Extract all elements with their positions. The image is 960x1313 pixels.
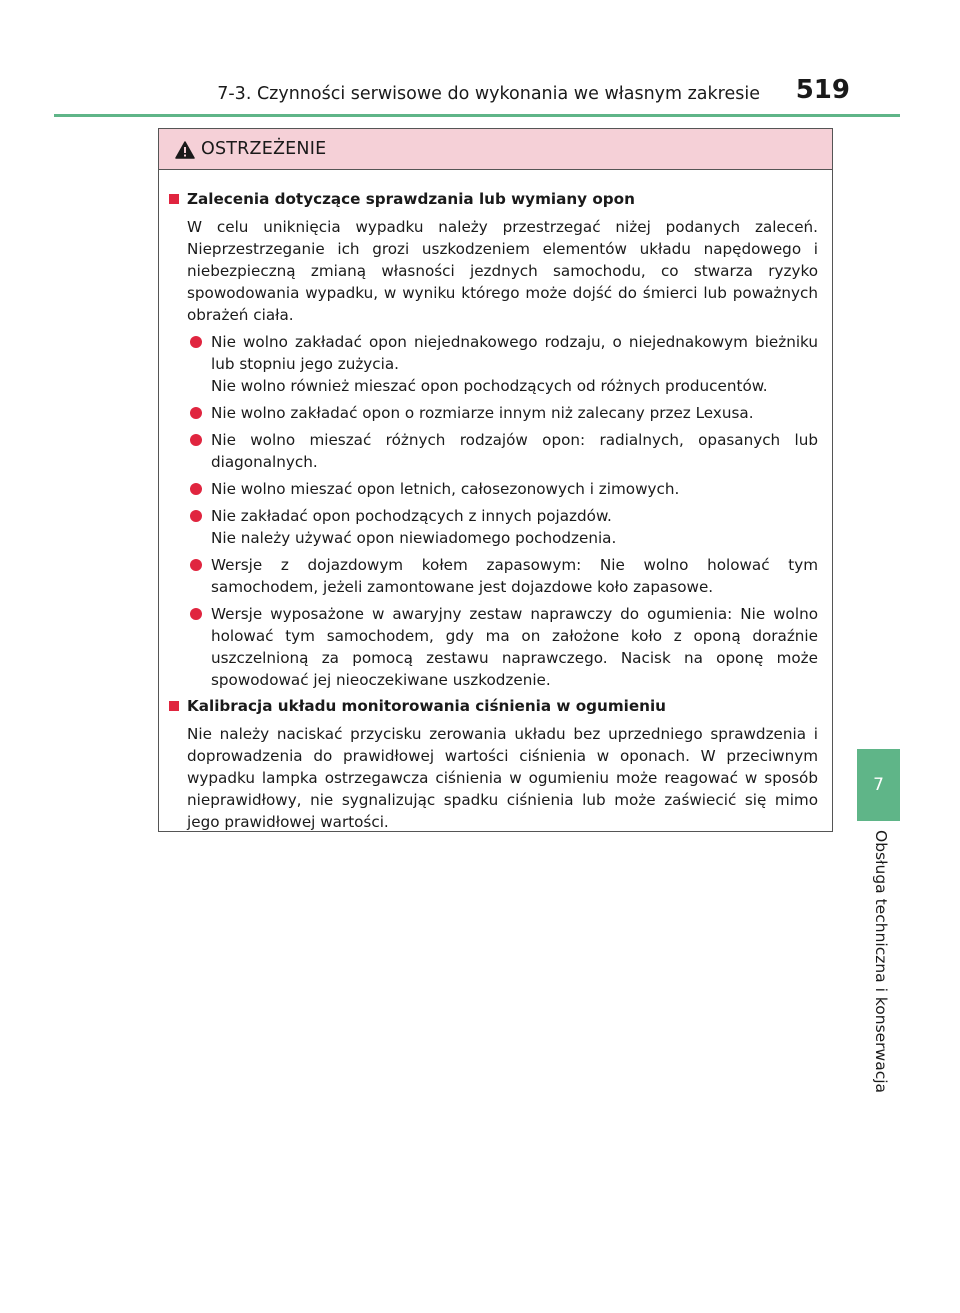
warning-header <box>159 129 832 170</box>
square-bullet-icon <box>169 194 179 204</box>
page-number: 519 <box>795 75 850 105</box>
list-item <box>187 331 818 397</box>
list-item <box>187 429 818 473</box>
page-header <box>54 75 900 117</box>
square-bullet-icon <box>169 701 179 711</box>
list-item-text: Nie wolno mieszać opon letnich, całosezonowych i zimowych. <box>211 480 680 498</box>
list-item <box>187 554 818 598</box>
list-item-text: Nie wolno zakładać opon niejednakowego rodzaju, o niejednakowym bieżniku lub stopniu jego zużycia. <box>211 333 818 373</box>
section-heading-text: Zalecenia dotyczące sprawdzania lub wymiany opon <box>187 190 635 208</box>
warning-title: OSTRZEŻENIE <box>201 139 327 159</box>
bullet-dot-icon <box>190 434 202 446</box>
list-item <box>187 505 818 549</box>
list-item-extra: Nie wolno również mieszać opon pochodzących od różnych producentów. <box>211 377 768 395</box>
section-heading <box>167 695 818 717</box>
section-paragraph: Nie należy naciskać przycisku zerowania układu bez uprzedniego sprawdzenia i doprowadzenia do prawidłowej wartości ciśnienia w oponach. W przeciwnym wypadku lampka ostrzegawcza ciśnienia w ogumieniu może reagować w sposób nieprawidłowy, nie sygnalizując spadku ciśnienia lub może zaświecić się mimo jego prawidłowej wartości. <box>187 725 818 831</box>
warning-body <box>159 170 832 833</box>
chapter-tab: 7 <box>857 749 900 821</box>
bullet-dot-icon <box>190 407 202 419</box>
chapter-title: Obsługa techniczna i konserwacja <box>872 830 890 1094</box>
list-item-text: Nie zakładać opon pochodzących z innych pojazdów. <box>211 507 612 525</box>
section-title: 7-3. Czynności serwisowe do wykonania we własnym zakresie <box>217 84 760 104</box>
list-item-text: Nie wolno zakładać opon o rozmiarze innym niż zalecany przez Lexusa. <box>211 404 754 422</box>
list-item <box>187 603 818 691</box>
warning-triangle-icon <box>175 141 195 159</box>
bullet-dot-icon <box>190 608 202 620</box>
section-heading-text: Kalibracja układu monitorowania ciśnienia w ogumieniu <box>187 697 666 715</box>
bullet-dot-icon <box>190 336 202 348</box>
section-heading <box>167 188 818 210</box>
section-paragraph: W celu uniknięcia wypadku należy przestrzegać niżej podanych zaleceń. Nieprzestrzeganie ich grozi uszkodzeniem elementów układu napędowego i niebezpieczną zmianą własności jezdnych samochodu, co stwarza ryzyko spowodowania wypadku, w wyniku którego może dojść do śmierci lub poważnych obrażeń ciała. <box>187 218 818 324</box>
list-item-text: Nie wolno mieszać różnych rodzajów opon: radialnych, opasanych lub diagonalnych. <box>211 431 818 471</box>
list-item-extra: Nie należy używać opon niewiadomego pochodzenia. <box>211 529 617 547</box>
list-item-text: Wersje wyposażone w awaryjny zestaw naprawczy do ogumienia: Nie wolno holować tym samochodem, gdy ma on założone koło z oponą doraźnie uszczelnioną za pomocą zestawu naprawczego. Nacisk na oponę może spowodować jej nieoczekiwane uszkodzenie. <box>211 605 818 689</box>
bullet-dot-icon <box>190 483 202 495</box>
list-item <box>187 402 818 424</box>
list-item <box>187 478 818 500</box>
warning-box <box>158 128 833 832</box>
bullet-dot-icon <box>190 510 202 522</box>
list-item-text: Wersje z dojazdowym kołem zapasowym: Nie wolno holować tym samochodem, jeżeli zamontowane jest dojazdowe koło zapasowe. <box>211 556 818 596</box>
bullet-dot-icon <box>190 559 202 571</box>
